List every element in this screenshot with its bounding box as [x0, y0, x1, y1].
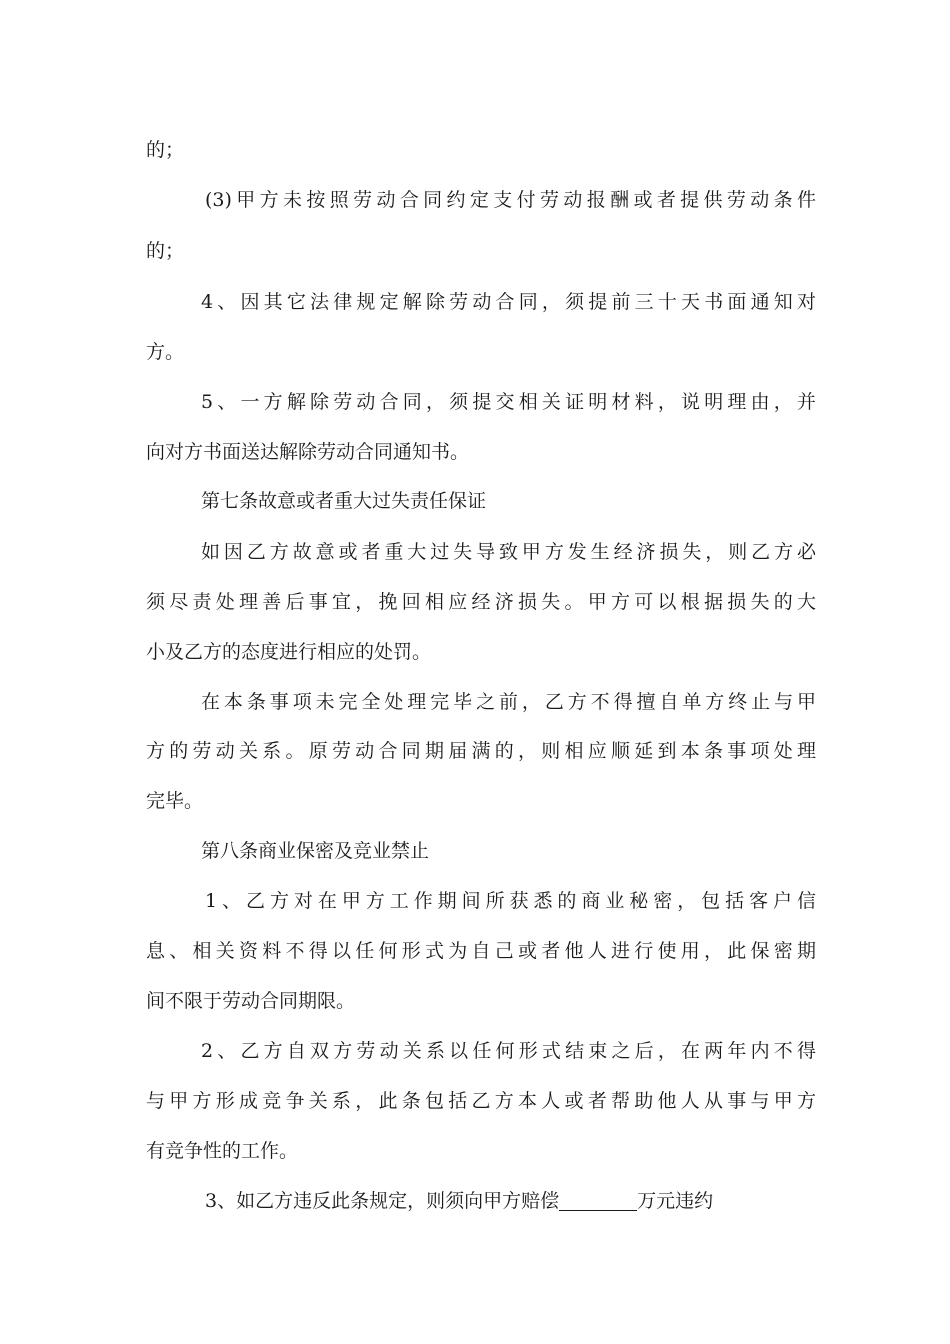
text-line — [205, 1186, 816, 1216]
text-line: 2、乙方自双方劳动关系以任何形式结束之后，在两年内不得 — [201, 1040, 816, 1062]
section-heading: 第七条故意或者重大过失责任保证 — [201, 490, 487, 512]
text-line: 1、乙方对在甲方工作期间所获悉的商业秘密，包括客户信 — [205, 890, 816, 912]
section-heading: 第八条商业保密及竞业禁止 — [201, 840, 430, 862]
text-segment: 3、如乙方违反此条规定，则须向甲方赔偿 — [205, 1190, 560, 1212]
text-line: 在本条事项未完全处理完毕之前，乙方不得擅自单方终止与甲 — [201, 691, 816, 713]
text-line: 向对方书面送达解除劳动合同通知书。 — [146, 441, 470, 463]
text-line: 的； — [146, 139, 185, 161]
text-line: 与甲方形成竞争关系，此条包括乙方本人或者帮助他人从事与甲方 — [146, 1090, 816, 1112]
text-line: 如因乙方故意或者重大过失导致甲方发生经济损失，则乙方必 — [201, 541, 816, 563]
text-line: (3)甲方未按照劳动合同约定支付劳动报酬或者提供劳动条件 — [205, 189, 816, 211]
text-line: 完毕。 — [146, 790, 204, 812]
text-line: 有竞争性的工作。 — [146, 1140, 299, 1162]
text-line: 方的劳动关系。原劳动合同期届满的，则相应顺延到本条事项处理 — [146, 740, 816, 762]
text-segment: 万元违约 — [637, 1190, 714, 1212]
text-line: 须尽责处理善后事宜，挽回相应经济损失。甲方可以根据损失的大 — [146, 591, 816, 613]
fill-in-blank — [559, 1209, 637, 1211]
text-line: 4、因其它法律规定解除劳动合同，须提前三十天书面通知对 — [201, 291, 816, 313]
text-line: 5、一方解除劳动合同，须提交相关证明材料，说明理由，并 — [201, 391, 816, 413]
text-line: 小及乙方的态度进行相应的处罚。 — [146, 641, 432, 663]
text-line: 间不限于劳动合同期限。 — [146, 990, 356, 1012]
text-line: 的； — [146, 240, 185, 262]
text-line: 方。 — [146, 341, 185, 363]
text-line: 息、相关资料不得以任何形式为自己或者他人进行使用，此保密期 — [146, 940, 816, 962]
